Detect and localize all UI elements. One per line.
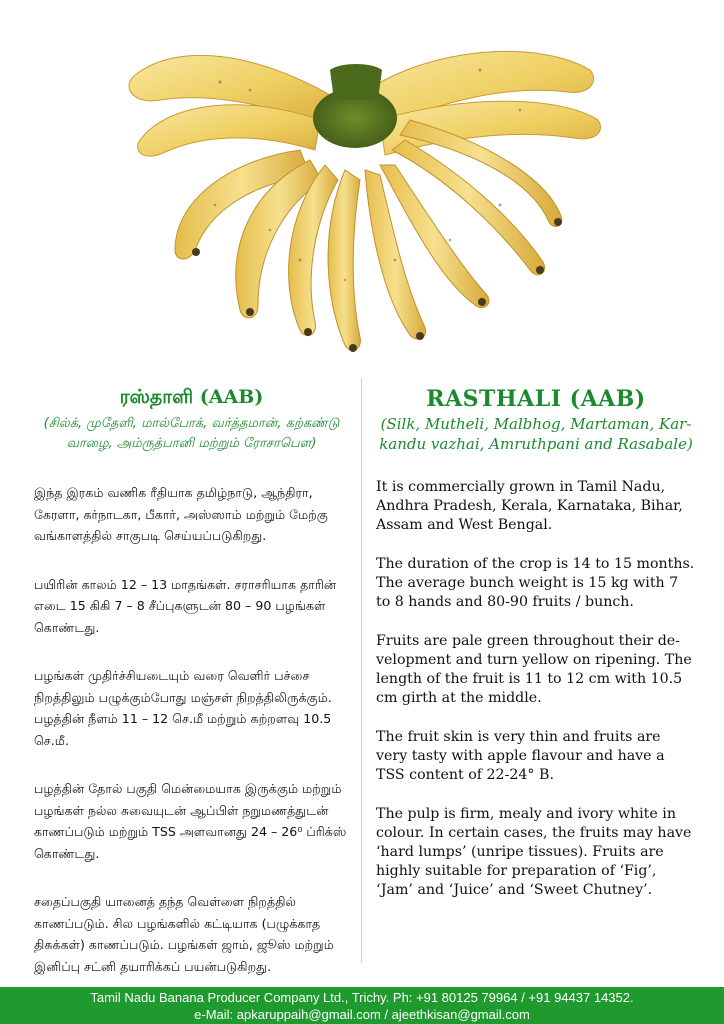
english-paragraph: The fruit skin is very thin and fruits are very tasty with apple flavour and have a TSS content of 22-24° B.: [376, 729, 665, 783]
banana-bunch-photo: [0, 0, 724, 370]
footer-company-line: Tamil Nadu Banana Producer Company Ltd., Trichy. Ph: +91 80125 79964 / +91 94437 14352.: [90, 990, 634, 1005]
tamil-paragraph: பழத்தின் தோல் பகுதி மென்மையாக இருக்கும் மற்றும் பழங்கள் நல்ல சுவையுடன் ஆப்பிள் நறுமணத்துடன் காணப்படும் மற்றும் TSS அளவானது 24 – 26⁰ ப்ரிக்ஸ் கொண்டது.: [34, 781, 347, 861]
tamil-paragraph: இந்த இரகம் வணிக ரீதியாக தமிழ்நாடு, ஆந்திரா, கேரளா, கர்நாடகா, பீகார், அஸ்ஸாம் மற்றும் மேற்கு வங்காளத்தில் சாகுபடி செய்யப்படுகிறது.: [34, 485, 328, 543]
footer-email-line: e-Mail: apkaruppaih@gmail.com / ajeethkisan@gmail.com: [194, 1007, 530, 1022]
tamil-paragraph: பழங்கள் முதிர்ச்சியடையும் வரை வெளிர் பச்சை நிறத்திலும் பழுக்கும்போது மஞ்சள் நிறத்திலிருக்கும். பழத்தின் நீளம் 11 – 12 செ.மீ மற்றும் சுற்றளவு 10.5 செ.மீ.: [34, 668, 332, 748]
english-paragraph: It is commercially grown in Tamil Nadu, Andhra Pradesh, Kerala, Karnataka, Bihar, Assam and West Bengal.: [376, 479, 683, 533]
tamil-paragraph: சதைப்பகுதி யானைத் தந்த வெள்ளை நிறத்தில் காணப்படும். சில பழங்களில் கட்டியாக (பழுக்காத திசுக்கள்) காணப்படும். பழங்கள் ஜாம், ஜூஸ் மற்றும் இனிப்பு சட்னி தயாரிக்கப் பயன்படுகிறது.: [34, 894, 334, 974]
english-column: [376, 386, 696, 920]
english-paragraph: The duration of the crop is 14 to 15 months. The average bunch weight is 15 kg with 7 to 8 hands and 80-90 fruits / bunch.: [376, 556, 695, 610]
english-paragraph: Fruits are pale green throughout their de-velopment and turn yellow on ripening. The length of the fruit is 11 to 12 cm with 10.5 cm girth at the middle.: [376, 633, 692, 706]
tamil-subtitle: (சில்க், முதேளி, மால்போக், வர்த்தமான், கற்கண்டு வாழை, அம்ருத்பானி மற்றும் ரோசாபெள): [43, 416, 340, 451]
tamil-title: ரஸ்தாளி (AAB): [119, 386, 264, 408]
english-paragraph: The pulp is firm, mealy and ivory white in colour. In certain cases, the fruits may have ‘hard lumps’ (unripe tissues). Fruits are highly suitable for preparation of ‘Fig’, ‘Jam’ and ‘Juice’ and ‘Sweet Chutney’.: [376, 806, 692, 898]
english-subtitle: (Silk, Mutheli, Malbhog, Martaman, Kar-kandu vazhai, Amruthpani and Rasabale): [379, 415, 693, 453]
footer-bar: [0, 987, 724, 1024]
tamil-column: [34, 386, 349, 1004]
tamil-paragraph: பயிரின் காலம் 12 – 13 மாதங்கள். சராசரியாக தாரின் எடை 15 கிகி 7 – 8 சீப்புகளுடன் 80 – 90 பழங்கள் கொண்டது.: [34, 576, 337, 635]
column-divider: [361, 378, 362, 963]
english-title: RASTHALI (AAB): [426, 386, 646, 412]
